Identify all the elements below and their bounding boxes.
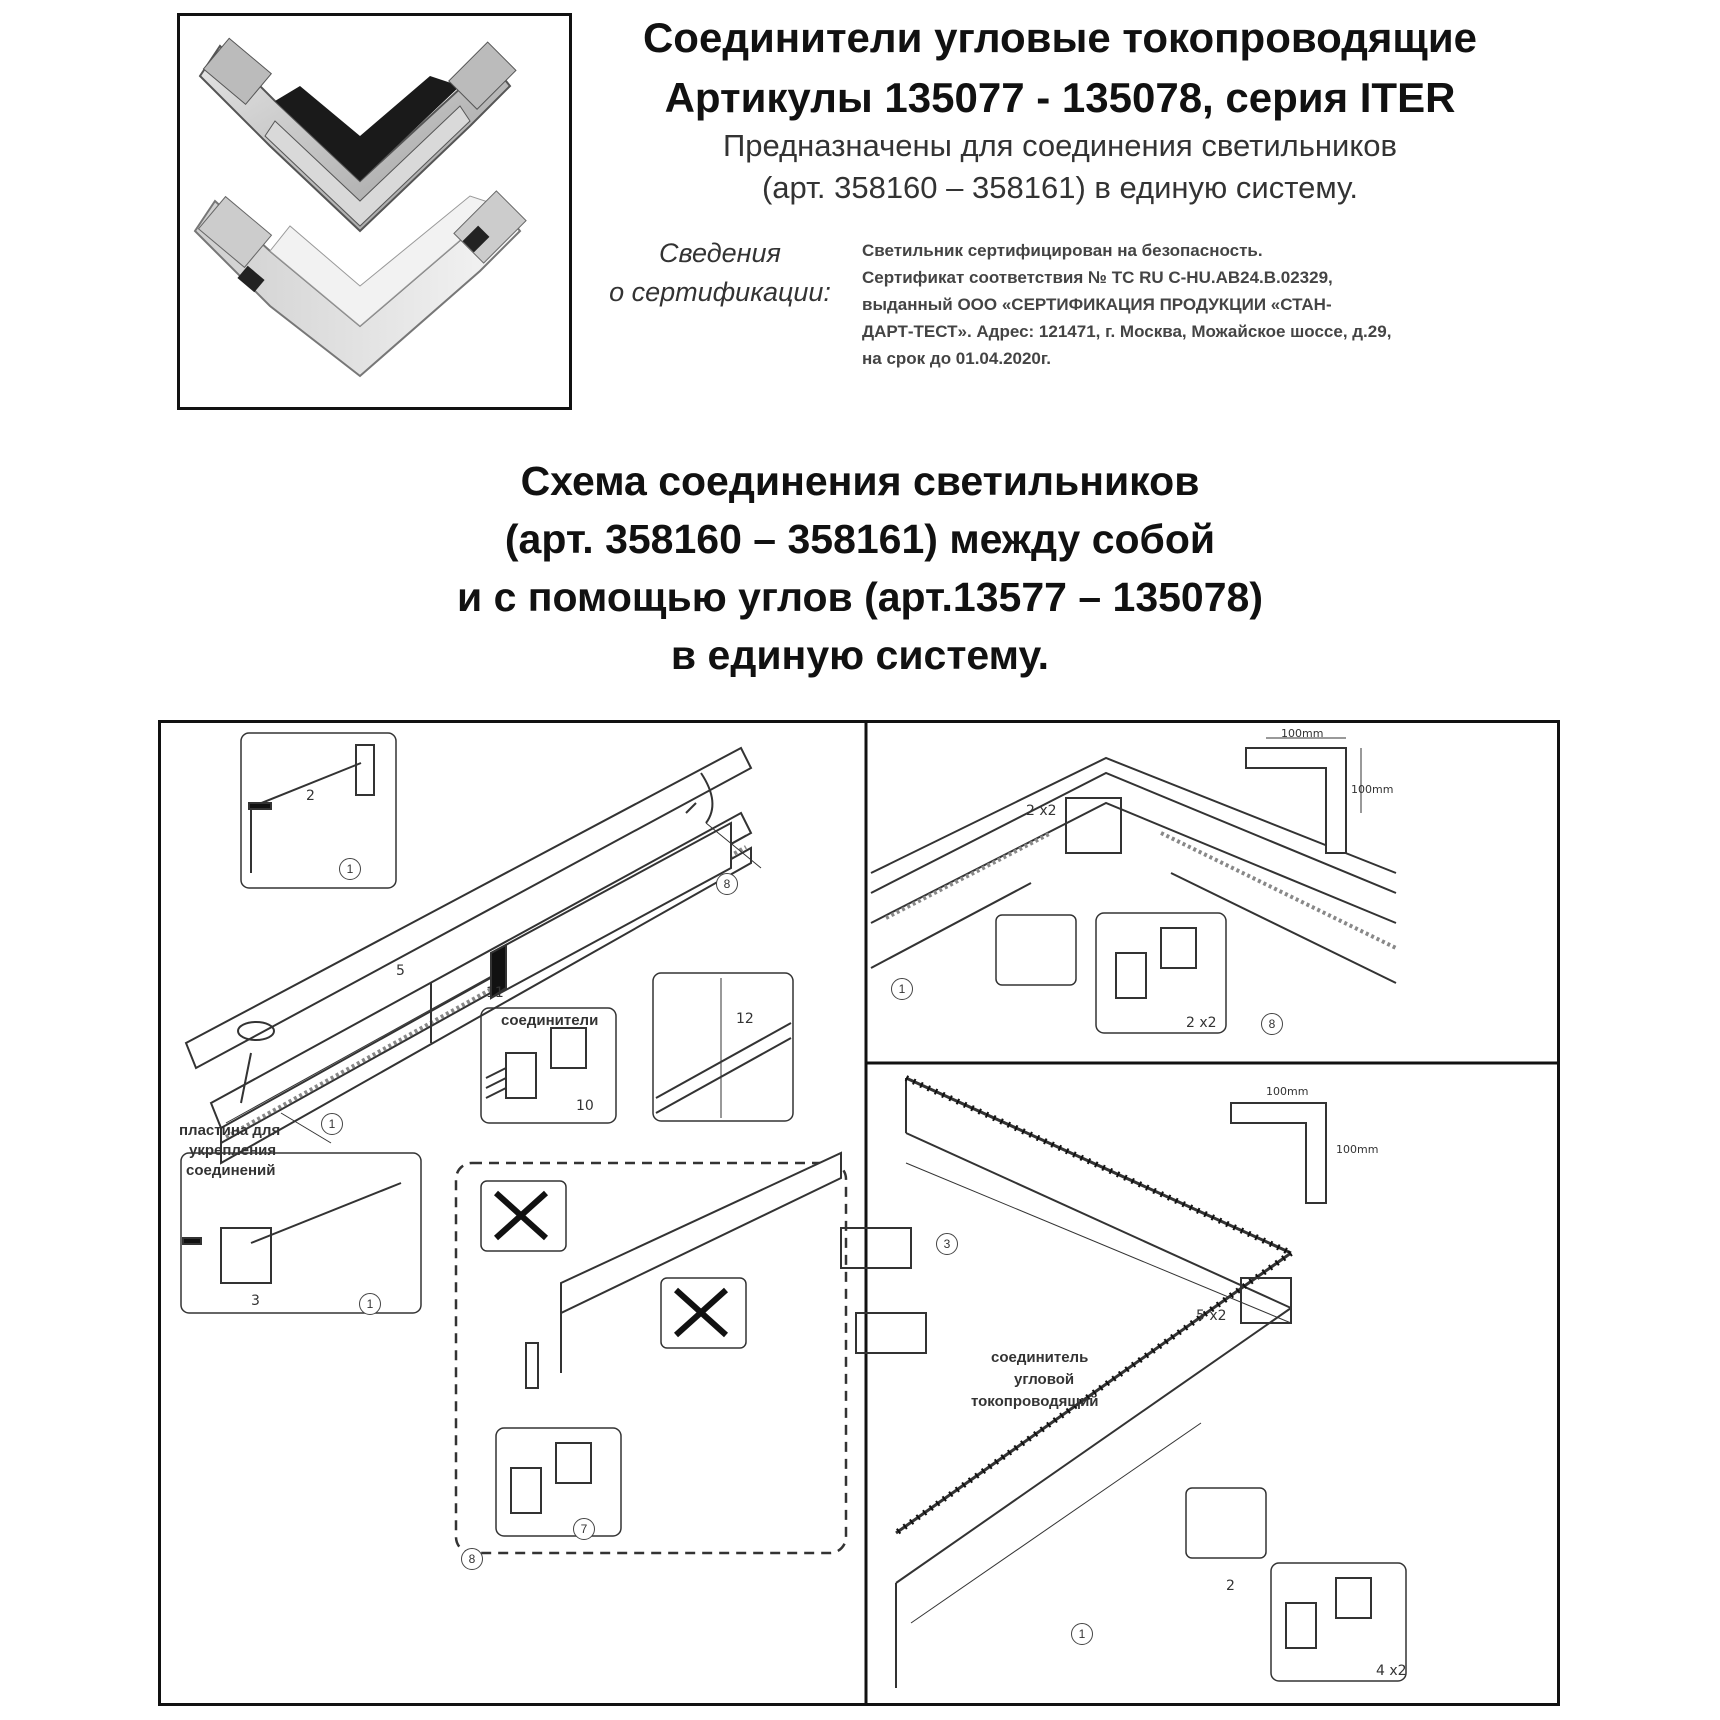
dim-side-b: 100mm (1336, 1143, 1379, 1156)
label-plate-line3: соединений (186, 1162, 276, 1179)
subtitle-line2: (арт. 358160 – 358161) в единую систему. (761, 170, 1358, 205)
callout-7: 7 (573, 1518, 595, 1540)
callout-1c: 1 (359, 1293, 381, 1315)
certification-label-line2: о сертификации: (609, 277, 831, 307)
dim-top-b: 100mm (1266, 1085, 1309, 1098)
callout-10: 10 (576, 1098, 594, 1114)
label-plate-line1: пластина для (179, 1122, 281, 1139)
callout-x5: 5 x2 (1196, 1308, 1227, 1324)
title-line1: Соединители угловые токопроводящие (642, 14, 1478, 61)
callout-11: 11 (486, 985, 504, 1001)
product-photo (177, 13, 572, 410)
certification-text-line4: ДАРТ-ТЕСТ». Адрес: 121471, г. Москва, Можайское шоссе, д.29, (862, 322, 1392, 341)
certification-label-line1: Сведения (659, 238, 781, 268)
scheme-title-line3: и с помощью углов (арт.13577 – 135078) (457, 574, 1263, 620)
scheme-title-line4: в единую систему. (670, 632, 1050, 678)
dim-top-a: 100mm (1281, 727, 1324, 740)
callout-1d: 1 (891, 978, 913, 1000)
callout-8b: 8 (461, 1548, 483, 1570)
corner-connector-photo (180, 16, 569, 407)
callout-2: 2 (306, 788, 315, 804)
scheme-title-line2: (арт. 358160 – 358161) между собой (504, 516, 1216, 562)
callout-1e: 1 (1071, 1623, 1093, 1645)
callout-5: 5 (396, 963, 405, 979)
label-connectors: соединители (501, 1012, 599, 1029)
certification-text-line1: Светильник сертифицирован на безопасность. (862, 241, 1263, 260)
scheme-title-line1: Схема соединения светильников (520, 458, 1200, 504)
dim-side-a: 100mm (1351, 783, 1394, 796)
callout-1a: 1 (339, 858, 361, 880)
title-line2: Артикулы 135077 - 135078, серия ITER (664, 74, 1456, 121)
callout-8c: 8 (1261, 1013, 1283, 1035)
label-corner-line2: угловой (1014, 1371, 1075, 1388)
callout-12: 12 (736, 1011, 754, 1027)
callout-x4: 4 x2 (1376, 1663, 1407, 1679)
subtitle-line1: Предназначены для соединения светильников (723, 128, 1397, 163)
label-corner-line3: токопроводящий (971, 1393, 1099, 1410)
callout-3b: 3 (936, 1233, 958, 1255)
certification-text-line3: выданный ООО «СЕРТИФИКАЦИЯ ПРОДУКЦИИ «СТАН- (862, 295, 1332, 314)
callout-x2b: 2 x2 (1186, 1015, 1217, 1031)
diagram-drawing (161, 723, 1557, 1703)
label-plate-line2: укрепления (189, 1142, 277, 1159)
certification-text-line5: на срок до 01.04.2020г. (862, 349, 1051, 368)
callout-8: 8 (716, 873, 738, 895)
callout-3: 3 (251, 1293, 260, 1309)
callout-1b: 1 (321, 1113, 343, 1135)
callout-2b: 2 (1226, 1578, 1235, 1594)
assembly-diagram (158, 720, 1560, 1706)
certification-text-line2: Сертификат соответствия № ТС RU C-HU.AB24.B.02329, (862, 268, 1333, 287)
callout-x2a: 2 x2 (1026, 803, 1057, 819)
label-corner-line1: соединитель (991, 1349, 1089, 1366)
